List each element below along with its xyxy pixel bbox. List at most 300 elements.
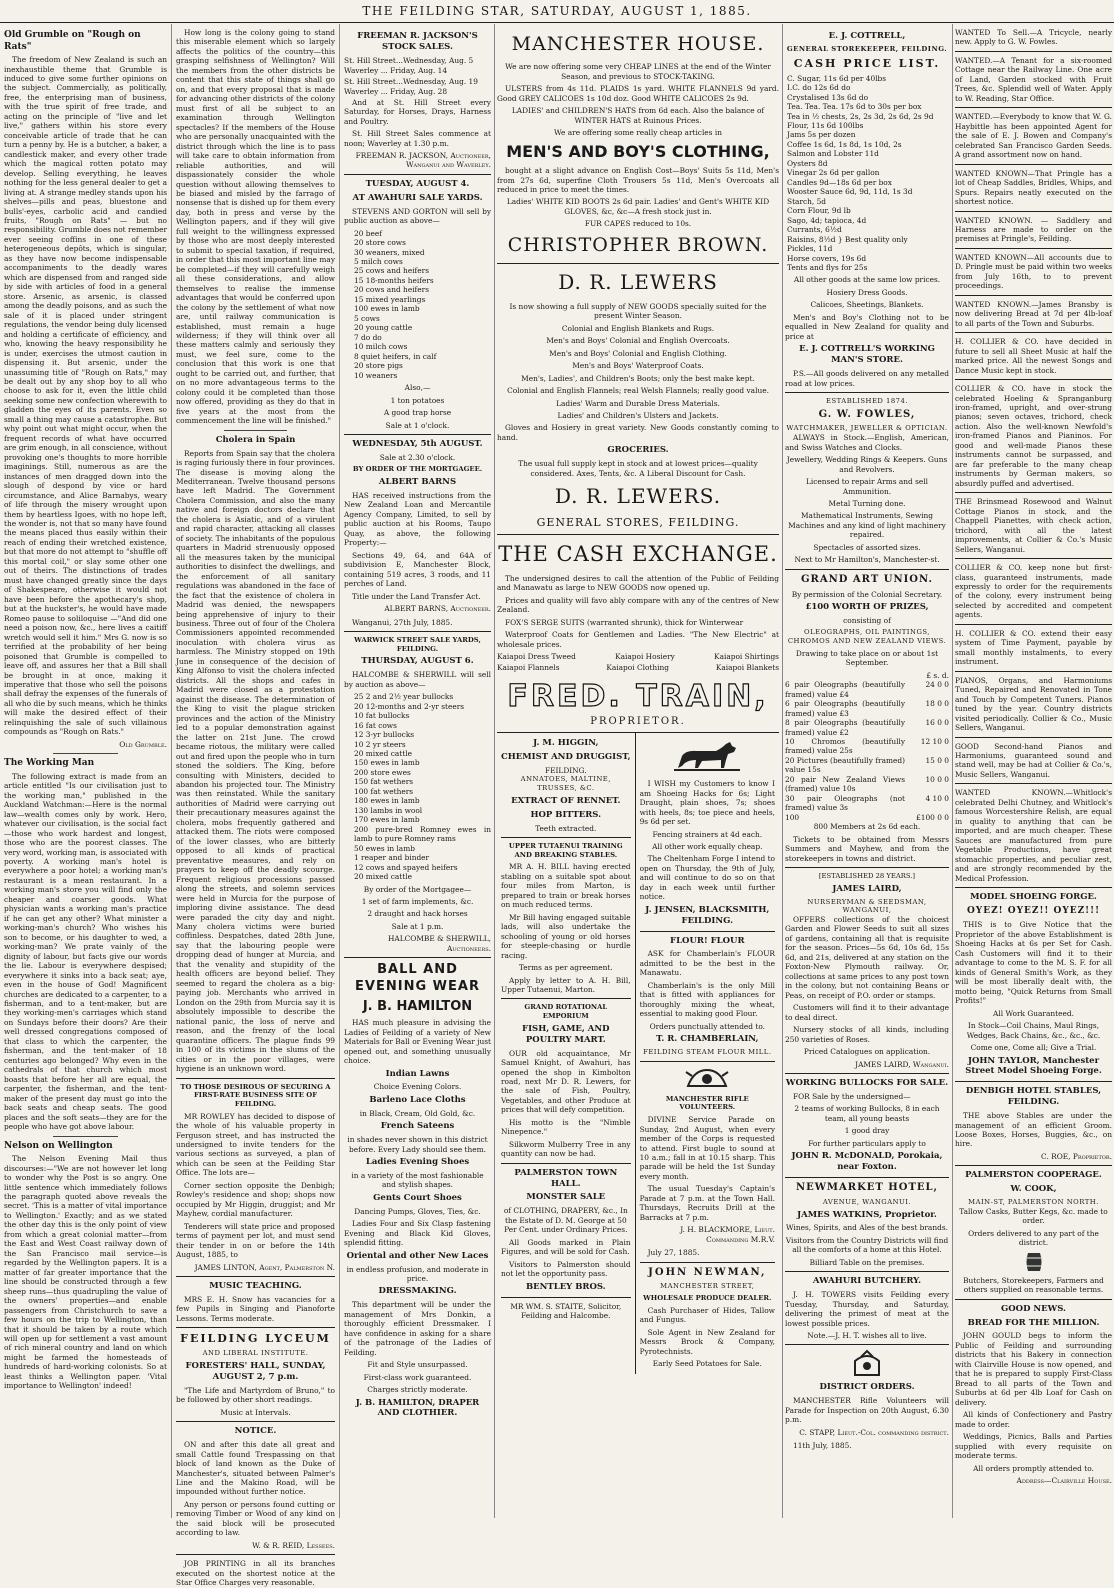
price-item: Crystalised 13s 6d do: [787, 92, 869, 102]
ad-subheading: ALBERT BARNS: [378, 477, 457, 487]
ad-body: Waterproof Coats for Gentlemen and Ladies. "The New Electric" at wholesale prices.: [497, 630, 779, 649]
column-rule: [339, 24, 340, 1518]
stock-item: 7 do do: [354, 332, 382, 342]
ad-body: The Cheltenham Forge I intend to open on Thursday, the 9th of July, and will continue to do so on that day in each week until further notice.: [639, 854, 775, 902]
ad-subheading: WHOLESALE PRODUCE DEALER.: [643, 1294, 772, 1303]
kaiapoi-item: Kaiapoi Blankets: [715, 662, 779, 672]
ad-subheading: W. COOK,: [1010, 1184, 1057, 1195]
stock-item: 12 cows and spayed heifers: [354, 862, 458, 872]
ad-body: Sale at 1 p.m.: [391, 921, 444, 931]
price-item: Starch, 5d: [787, 196, 827, 206]
ad-body: MR ROWLEY has decided to dispose of the whole of his valuable property in Ferguson street, and has instructed the undersigned to invite tenders for the various sections as surveyed, a plan of which can be seen at the Feilding Star Office. The lots are—: [176, 1111, 335, 1178]
ad-body: Dancing Pumps, Gloves, Ties, &c.: [354, 1206, 481, 1216]
kaiapoi-item: Kaiapoi Clothing: [606, 662, 670, 672]
ad-body: Ladies' WHITE KID BOOTS 2s 6d pair. Ladies' and Gent's WHITE KID GLOVES, &c, &c—A fresh stock just in.: [506, 197, 770, 216]
ad-title-cash-exchange: THE CASH EXCHANGE.: [498, 541, 778, 566]
divider: [955, 558, 1112, 559]
ad-subheading: DRESSMAKING.: [378, 1286, 457, 1297]
ad-heading: JAMES LAIRD,: [832, 883, 902, 894]
divider: [176, 1078, 335, 1079]
ad-heading: NOTICE.: [234, 1426, 277, 1437]
kaiapoi-item: Kaiapoi Flannels: [497, 662, 560, 672]
prize-row: [785, 756, 949, 775]
ad-subheading: JAMES WATKINS, Proprietor.: [797, 1209, 937, 1220]
classified-ad: COLLIER & CO. have in stock the celebrated Hoeling & Spranganburg iron-framed, upright, and over-strung pianos; seven octaves, trichord, check action. Also the well-known Newfold's iron-framed Pianos and Pianinos. For good and well-made Pianos these instruments cannot be surpassed, and are far preferable to the many cheap instruments by German makers, so absurdly puffed and advertised.: [955, 384, 1112, 488]
ad-subheading: GROCERIES.: [607, 445, 669, 456]
article-body: Reports from Spain say that the cholera is raging furiously there in four provinces. The disease is moving along the Mediterranean. Twelve thousand persons have left Madrid. The Government Cholera Commission, and also the many native and foreign doctors declare that the cholera is Asiatic, and of a virulent and rapid character, attacking all classes of society. The inhabitants of the populous quarters in Madrid strenuously opposed all the measures taken by the municipal authorities to disinfect the dwellings, and the enforcement of all sanitary regulations was abandoned in the face of the fact that the existence of cholera in Madrid was denied, the newspapers being apprehensive of injury to their business. Three out of four of the Cholera Commissioners appointed recommended inoculation with cholera virus as harmless. The Ministry stopped on 19th June in consequence of the decision of King Alfonso to visit the cholera infected districts. All the shops and cafes in Madrid were closed as a protestation against the disease. The determination of the King to visit the plague stricken provinces and the action of the Ministry led to a popular demonstration against the latter on 21st June. The crowd became riotous, the military were called out and fired upon the people who in turn stoned the soldiers. The King, before consulting with Ministers, decided to abandon his projected tour. The Ministry was then reinstated. While the sanitary authorities of Madrid were carrying out their precautionary measures against the cholera, mobs frequently gathered and attacked them. The riots were composed of the lower classes, who are bitterly opposed to all kinds of practical preventative measures, and rely on prayers to keep off the deadly scourge. Frequent religious processions passed along the streets, and solemn services were held in Murcia for the purpose of imploring divine assistance. The dead were paraded the city day and night. Many cholera victims were buried coffinless. Despatches, dated 28th June, say that the labouring people were dropping dead of hunger at Murcia, and that the venality and stupidity of the health officers are beyond belief. They seemed to regard the cholera as a big-paying job. Merchants who arrived in London on the 29th from Murcia say it is absolutely impossible to describe the national panic, the loss of nerve and reason, and the frenzy of the local quarantine officers. The plague finds 99 in 100 of its victims in the slums of the cities or in the poor villages, were hygiene is an unknown word.: [176, 448, 335, 1074]
ad-body: HAS much pleasure in advising the Ladies of Feilding of a variety of New Materials for Ball or Evening Wear just opened out, and something unusually choice.: [344, 1018, 491, 1066]
ad-body: By order of the Mortgagee—: [363, 884, 472, 894]
ad-body: Weddings, Picnics, Balls and Parties supplied with every requisite on moderate terms.: [955, 1432, 1112, 1461]
article-heading: The Working Man: [4, 758, 95, 769]
classified-ad: PIANOS, Organs, and Harmoniums Tuned, Repaired and Renovated in Tone and Touch by Competent Tuners. Pianos tuned by the year. Country districts visited periodically. Collier & Co., Music Sellers, Wanganui.: [955, 675, 1112, 733]
article-signature: Old Grumble.: [119, 739, 167, 749]
ad-body: Ladies Four and Six Clasp fastening Evening and Black Kid Gloves, splendid fitting.: [344, 1219, 491, 1248]
ad-body: of CLOTHING, DRAPERY, &c., In the Estate of D. M. George at 50 Per Cent. under Ordinary Prices.: [503, 1206, 628, 1235]
ad-body: 11th July, 1885.: [793, 1441, 852, 1451]
ad-body: Is now showing a full supply of NEW GOODS specially suited for the present Winter Season.: [509, 301, 767, 321]
article-heading: Nelson on Wellington: [4, 1140, 113, 1151]
classified-ad: GOOD Second-hand Pianos and Harmoniums, guaranteed sound and stand well, may be had at Collier & Co.'s, Music Sellers, Wanganui.: [955, 741, 1112, 779]
price-item: Corn Flour, 9d lb: [787, 206, 851, 216]
ad-body: Orders delivered to any part of the district.: [968, 1228, 1099, 1248]
stock-item: 15 mixed yearlings: [354, 294, 426, 304]
ad-body: OLEOGRAPHS, OIL PAINTINGS, CHROMOS AND NEW ZEALAND VIEWS.: [787, 628, 947, 646]
ad-heading: NEWMARKET HOTEL,: [795, 1182, 939, 1194]
divider: [501, 1297, 631, 1298]
sub-columns: [497, 732, 779, 1373]
ad-signature: Address—Clairville House.: [1016, 1475, 1112, 1485]
divider: [955, 783, 1112, 784]
ad-signature: JOHN R. McDONALD, Porokaia, near Foxton.: [791, 1151, 943, 1173]
ad-body: Tenderers will state price and proposed terms of payment per lot, and must send their tender in on or before the 14th August, 1885, to: [176, 1221, 335, 1260]
ad-body: July 27, 1885.: [647, 1248, 700, 1258]
ad-body: Spectacles of assorted sizes.: [813, 542, 921, 552]
divider: [955, 379, 1112, 380]
ad-heading: MEN'S AND BOY'S CLOTHING,: [506, 141, 770, 161]
ad-heading: WARWICK STREET SALE YARDS, FEILDING.: [354, 635, 481, 653]
ad-subheading: FORESTERS' HALL, SUNDAY, AUGUST 2, 7 p.m.: [185, 1361, 326, 1382]
sale-date-row: Waverley ... Friday, Aug. 28: [344, 87, 448, 97]
stock-item: 15 18-months heifers: [354, 275, 434, 285]
prize-value: 16 0 0: [925, 718, 949, 728]
prize-desc: 10 Chromos (beautifully framed) value 25s: [785, 736, 905, 756]
ad-body: Silkworm Mulberry Tree in any quantity can now be had.: [501, 1139, 631, 1159]
prize-desc: 100: [785, 812, 800, 822]
divider: [955, 248, 1112, 249]
ad-body: Billiard Table on the premises.: [809, 1257, 925, 1267]
ad-heading: G. W. FOWLES,: [818, 408, 916, 420]
divider: [497, 534, 779, 535]
ad-subheading: Oriental and other New Laces: [346, 1250, 489, 1261]
column-rule: [952, 24, 953, 1518]
classified-ad: WANTED.—A Tenant for a six-roomed Cottage near the Railway Line. One acre of Land, Garden stocked with Fruit Trees, &c. Splendid well of Water. Apply to W. Reading, Star Office.: [955, 55, 1112, 103]
ad-body: MR WM. S. STAITE, Solicitor, Feilding and Halcombe.: [510, 1301, 622, 1320]
divider: [176, 1421, 335, 1422]
ad-body: And at St. Hill Street every Saturday, for Horses, Drays, Harness and Poultry.: [344, 97, 491, 126]
prize-value: 15 0 0: [925, 755, 949, 765]
prize-row: [785, 718, 949, 737]
stock-item: 20 12-months and 2-yr steers: [354, 701, 465, 711]
ad-body: Early Seed Potatoes for Sale.: [652, 1359, 762, 1369]
ad-title-lewers: D. R. LEWERS: [558, 270, 718, 295]
divider: [955, 211, 1112, 212]
prize-table-head: £ s. d.: [926, 670, 949, 680]
separator: [53, 1136, 118, 1137]
ad-body: Ladies' and Children's Ulsters and Jackets.: [557, 411, 719, 420]
ad-body: First-class work guaranteed.: [363, 1372, 472, 1382]
divider: [955, 51, 1112, 52]
ad-signature: E. J. COTTRELL'S WORKING MAN'S STORE.: [799, 344, 935, 366]
prize-value: 18 0 0: [925, 699, 949, 709]
ad-heading: BALL AND EVENING WEAR: [355, 962, 480, 994]
ad-body: P.S.—All goods delivered on any metalled road at low prices.: [785, 369, 949, 388]
divider: [785, 867, 949, 868]
ad-signature: C. STAPP, Lieut.-Col. commanding district.: [799, 1427, 949, 1437]
horse-icon: [672, 738, 742, 776]
divider: [785, 1344, 949, 1345]
stock-item: 20 young cattle: [354, 323, 413, 333]
ad-body: DIVINE Service Parade on Sunday, 2nd August, when every member of the Corps is requested to attend. First bugle to sound at 10 a.m.; fall in at 10.15 sharp. This parade will be held the 1st Sunday every month.: [639, 1115, 775, 1181]
ad-subheading: AND LIBERAL INSTITUTE.: [202, 1349, 309, 1358]
prize-desc: 20 pair New Zealand Views (framed) value 10s: [785, 774, 905, 794]
ad-body: JOHN GOULD begs to inform the Public of Feilding and surrounding districts that his Bakery in connection with Clairville House is now opened, and that he is prepared to supply First-Class Bread to all parts of the Town and Suburbs at 6d per 4lb Loaf for Cash on delivery.: [955, 1331, 1112, 1407]
article-heading: Cholera in Spain: [215, 434, 296, 445]
ad-body: Wines, Spirits, and Ales of the best brands.: [786, 1223, 948, 1233]
ad-body: in Black, Cream, Old Gold, &c.: [359, 1108, 476, 1118]
kaiapoi-item: Kaiapoi Dress Tweed: [497, 652, 576, 662]
ad-title-lewers-stores: D. R. LEWERS.: [554, 484, 722, 509]
stock-item: 30 weaners, mixed: [354, 247, 425, 257]
divider: [955, 107, 1112, 108]
ad-heading: TO THOSE DESIROUS OF SECURING A FIRST-RATE BUSINESS SITE OF FEILDING.: [180, 1082, 331, 1108]
price-item: Jams 5s per dozen: [787, 130, 856, 140]
classified-ad: H. COLLIER & CO. have decided in future to sell all Sheet Music at half the marked price. All the newest Songs and Dance Music kept in stock.: [955, 337, 1112, 375]
divider: [344, 174, 491, 175]
ad-body: Licensed to repair Arms and sell Ammunition.: [805, 477, 928, 496]
ad-body: The undersigned desires to call the attention of the Public of Feilding and Manawatu as large to NEW GOODS now opened up.: [497, 573, 779, 593]
ad-body: Also,—: [404, 383, 431, 393]
ad-body: in a variety of the most fashionable and stylish shapes.: [351, 1170, 484, 1190]
price-item: Pickles, 11d: [787, 244, 833, 254]
ad-body: Next to Mr Hamilton's, Manchester-st.: [794, 555, 940, 565]
ad-body: ON and after this date all great and small Cattle found Trespassing on that block of land known as the Duke of Manchester's, situated between Palmer's Line and the Makino Road, will be impounded without further notice.: [176, 1440, 335, 1497]
sale-date-row: St. Hill Street...Wednesday, Aug. 5: [344, 55, 474, 65]
ad-body: "The Life and Martyrdom of Bruno," to be followed by other short readings.: [176, 1385, 335, 1405]
ad-subheading: NURSERYMAN & SEEDSMAN, WANGANUI,: [807, 897, 927, 915]
ad-subheading: BREAD FOR THE MILLION.: [967, 1317, 1100, 1328]
prize-value: 10 0 0: [925, 774, 949, 784]
ad-title-christopher-brown: CHRISTOPHER BROWN.: [507, 233, 769, 256]
stock-item: 150 ewes in lamb: [354, 758, 420, 768]
divider: [955, 671, 1112, 672]
ad-body: Colonial and English Blankets and Rugs.: [561, 323, 715, 333]
stock-item: 25 cows and heifers: [354, 266, 429, 276]
ad-body: consisting of: [843, 615, 891, 625]
classified-ad: THE Brinsmead Rosewood and Walnut Cottage Pianos in stock, and the Chappell Pianettes, with check action, trichord, with all the latest improvements, at Collier & Co.'s Music Sellers, Wanganui.: [955, 497, 1112, 554]
column-5: [785, 28, 949, 1516]
ad-title-manchester-house: MANCHESTER HOUSE.: [511, 33, 765, 55]
separator: [53, 753, 118, 754]
ad-body: LADIES' and CHILDREN'S HATS from 6d each. Also the balance of WINTER HATS at Ruinous Prices.: [511, 106, 765, 125]
ad-body: Men's and Boy's Clothing not to be equalled in New Zealand for quality and price at: [785, 312, 949, 341]
kaiapoi-grid: [497, 652, 779, 672]
prize-desc: 20 Pictures (beautifully framed) value 15s: [785, 755, 905, 775]
ad-body: Men's and Boys' Colonial and English Clothing.: [549, 348, 727, 358]
price-item: Raisins, 8½d } Best quality only: [787, 234, 908, 244]
ad-body: We are now offering some very CHEAP LINES at the end of the Winter Season, and previous to STOCK-TAKING.: [505, 62, 771, 81]
ad-signature: T. R. CHAMBERLAIN,: [656, 1034, 759, 1045]
ad-body: His motto is the "Nimble Ninepence.": [501, 1117, 631, 1137]
stock-list: [354, 692, 491, 881]
divider: [640, 931, 775, 932]
price-item: Sago, 4d; tapioca, 4d: [787, 215, 867, 225]
ad-body: 1 good dray: [844, 1126, 890, 1136]
article-body: The following extract is made from an article entitled "Is our civilisation just to the working man," published in the Auckland Watchman:—Here is the normal law—wealth comes only by work. Hero, whatever our civilisation, is the social fact—those who work hardest and longest, those who are the poorest classes. The very word, working man, is associated with poverty. A working man's hotel is everywhere a poor hotel; a working man's restaurant is a mean restaurant. In a working man's store you will find only the cheaper and coarser goods. What physician wants a working man's practice if he can get any other? What minister a working-man's church? Who wishes his son to become, or his daughter to wed, a working-man? We prate vainly of the dignity of labour, but facts give our words the lie. Labour is everywhere despised; everywhere it sinks into a back seat; aye, even in the house of God! Magnificent churches are dedicated to a carpenter, to a fisherman, and to a tent-maker, but are they working-men's carriages which stand on Sundays before their doors? Are their well dressed congregations composed of that class to which the carpenter, the fisherman, and the tent-maker of 18 centuries ago belonged? Why even in the cathedrals of that church which most boasts that before her all are equal, the carpenter, the fisherman, and the tent-maker of the present day must go into the back seats and cheap seats. The good places and the soft seats—they are for the people who have got above labour.: [4, 771, 167, 1132]
prize-row: [785, 775, 949, 794]
ad-heading: J. B. HAMILTON: [362, 998, 473, 1014]
ad-subheading: PROPRIETOR.: [590, 716, 686, 728]
article-body: How long is the colony going to stand this miserable element which so largely affects the politics of the country—this grasping selfishness of Wellington? Will the members from the other districts be content that this state of things shall go on, and that every proposal that is made for advancing other districts of the colony must first of all be subject to an examination through Wellington spectacles? If the members of the House who are personally unacquainted with the district through which the line is to pass will take care to obtain information from reliable authorities, and will dispassionately consider the whole question without allowing themselves to be biased and misled by the farrago of nonsense that is dished up for them every day, both in press and verse by the Wellington papers, and if they will give full weight to the willingness expressed by those who are most deeply interested to submit to special taxation, if required, in order that this most important line may be completed—if they will carefully weigh all these considerations, and allow themselves to realise the immense advantages that would be conferred upon the colony by the settlement of what now are, until railway communication is established, must remain a huge wilderness; if they will think over all these matters calmly and seriously they must, we feel sure, come to the conclusion that this work is one that ought to be carried out, and further, that on no more advantageous terms to the colony could it be completed than those now offered, providing as they do that in five years at the most from the commencement the line will be finished.": [176, 28, 335, 426]
separator: [224, 430, 288, 431]
ad-body: A good trap horse: [383, 408, 452, 418]
kaiapoi-item: Kaiapoi Hosiery: [615, 652, 675, 662]
ad-body: Ladies' Warm and Durable Dress Materials.: [556, 398, 720, 408]
stock-item: 100 ewes in lamb: [354, 304, 420, 314]
prize-row: [785, 794, 949, 813]
price-item: Tents and flys for 25s: [787, 263, 868, 273]
kaiapoi-item: Kaiapoi Shirtings: [714, 652, 779, 662]
ad-body: 2 draught and hack horses: [367, 909, 468, 919]
classified-ad: WANTED To Sell.—A Tricycle, nearly new. Apply to G. W. Fowles.: [955, 28, 1112, 47]
ad-heading: E. J. COTTRELL,: [828, 31, 906, 41]
prize-table: [785, 680, 949, 822]
price-item: Coffee 1s 6d, 1s 8d, 1s 10d, 2s: [787, 139, 902, 149]
ad-subheading: AVENUE, WANGANUI.: [822, 1197, 912, 1206]
ad-body: The usual full supply kept in stock and at lowest prices—quality considered. Axes, Tents, &c. A Liberal Discount for Cash.: [518, 459, 758, 478]
ad-body: All other goods at the same low prices.: [793, 275, 941, 285]
stock-item: 10 milch cows: [354, 342, 408, 352]
ad-body: Orders punctually attended to.: [649, 1021, 766, 1031]
ad-heading: PALMERSTON TOWN HALL.: [514, 1167, 618, 1189]
ad-signature: C. ROE, Proprietor.: [1041, 1151, 1112, 1161]
stock-item: 5 cows: [354, 313, 380, 323]
ad-heading: FEILDING LYCEUM: [180, 1332, 331, 1346]
classified-ad: WANTED.—Everybody to know that W. G. Haybittle has been appointed Agent for the sale of E. J. Bowen and Company's celebrated San Francisco Garden Seeds. A grand assortment now on hand.: [955, 112, 1112, 160]
divider: [955, 1081, 1112, 1082]
ad-body: ASK for Chamberlain's FLOUR admitted to be the best in the Manawatu.: [639, 949, 775, 978]
price-item: Tea. Tea. Tea. 17s 6d to 30s per box: [787, 102, 922, 112]
ad-heading: GOOD NEWS.: [1001, 1303, 1066, 1314]
sale-schedule: [344, 56, 491, 97]
stock-item: 10 fat bullocks: [354, 711, 410, 721]
prize-desc: 8 pair Oleographs (beautifully framed) value £2: [785, 718, 905, 737]
divider: [640, 1262, 775, 1263]
ad-body: Music at Intervals.: [220, 1407, 291, 1417]
ad-body: JOB PRINTING in all its branches executed on the shortest notice at the Star Office Charges very reasonable.: [176, 1559, 335, 1588]
ad-heading: FLOUR! FLOUR: [670, 935, 745, 946]
stock-item: 50 ewes in lamb: [354, 843, 415, 853]
divider: [785, 1073, 949, 1074]
stock-item: 20 mixed cattle: [354, 872, 412, 882]
ad-heading: CASH PRICE LIST.: [793, 56, 941, 70]
ad-body: Tickets to be obtained from Messrs Summers and Mayhew, and from the storekeepers in towns and district.: [785, 834, 949, 863]
prize-value: 4 10 0: [925, 793, 949, 803]
divider: [344, 434, 491, 435]
stock-item: 8 quiet heifers, in calf: [354, 351, 437, 361]
price-item: I.C. do 12s 6d do: [787, 83, 851, 93]
stock-item: 20 store pigs: [354, 361, 403, 371]
divider: [955, 295, 1112, 296]
prize-row: [785, 680, 949, 699]
column-6: [955, 28, 1112, 1516]
divider: [955, 624, 1112, 625]
ad-signature: JAMES LINTON, Agent, Palmerston N.: [194, 1262, 335, 1272]
ad-body: Any person or persons found cutting or removing Timber or Wood of any kind on the said block will be prosecuted according to law.: [176, 1499, 335, 1538]
stock-item: 100 fat wethers: [354, 786, 414, 796]
divider: [497, 263, 779, 264]
divider: [501, 837, 631, 838]
article-body: The Nelson Evening Mail thus discourses:—"We are not however let long to wonder why the Post is so angry. One little sentence which immediately follows the paragraph quoted above reveals the secret. 'This is a matter of vital importance to Wellington.' Exactly; and as we stated the other day this is the only point of view from which a great colonial matter—from the East and West Coast railway down of the San Francisco mail service—is regarded by the Wellington papers. It is a matter of far greater importance that the line should be constructed through a few sheep runs—thus quadrupling the value of the owners' properties—and enable passengers from Christchurch to save a few hours on the trip to Wellington, than that it should be taken by a route which will open up for settlement a vast amount of rich mineral country and land on which might be farmed the homesteads of hundreds of hard-working colonists. So at least thinks a Wellington paper. 'Vital importance to Wellington' indeed!: [4, 1154, 167, 1391]
prize-row: [785, 699, 949, 718]
ad-body: Tallow Casks, Butter Kegs, &c. made to order.: [959, 1206, 1108, 1226]
ad-subheading: Indian Lawns: [385, 1068, 450, 1079]
article-heading: Old Grumble on "Rough on Rats": [4, 30, 141, 52]
ad-body: Prices and quality will favo ably compare with any of the centres of New Zealand.: [497, 595, 779, 615]
ad-subheading: WATCHMAKER, JEWELLER & OPTICIAN.: [786, 424, 948, 433]
ad-signature: BENTLEY BROS.: [525, 1281, 606, 1292]
prize-desc: 6 pair Oleographs (beautifully framed) value £4: [785, 680, 905, 699]
ad-body: Nursery stocks of all kinds, including 250 varieties of Roses.: [785, 1025, 949, 1044]
price-item: C. Sugar, 11s 6d per 40lbs: [787, 73, 887, 83]
price-item: Vinegar 2s 6d per gallon: [787, 168, 880, 178]
ad-body: ULSTERS from 4s 11d. PLAIDS 1s yard. WHITE FLANNELS 9d yard. Good GREY CALICOES 1s 10d doz. Good WHITE CALICOES 2s 9d.: [497, 84, 779, 103]
column-rule: [494, 24, 495, 1518]
ad-body: THIS is to Give Notice that the Proprietor of the above Establishment is Shoeing Hacks at 6s per Set for Cash. Cash Customers will find it to their advantage to come to the M. S. F. for all kinds of General Smith's Work, as they will be most liberally dealt with, the motto being, "Quick Returns from Small Profits!": [955, 920, 1112, 1006]
ad-body: The usual Tuesday's Captain's Parade at 7 p.m. at the Town Hall. Thursdays, Recruits Drill at the Barracks at 7 p.m.: [639, 1184, 775, 1222]
ad-title-fred-train: FRED. TRAIN,: [507, 678, 769, 714]
prize-desc: 6 pair Oleographs (beautifully framed) value £3: [785, 699, 905, 718]
barrel-engraving: [955, 1251, 1112, 1273]
ad-body: Come one, Come all; Give a Trial.: [970, 1043, 1097, 1053]
sale-date-row: St. Hill Street...Wednesday, Aug. 19: [344, 76, 478, 86]
ad-subheading: THURSDAY, AUGUST 6.: [361, 656, 474, 667]
ad-subheading: HOP BITTERS.: [530, 809, 602, 820]
divider: [955, 737, 1112, 738]
ad-heading: AWAHURI BUTCHERY.: [812, 1276, 922, 1287]
ad-heading: JOHN NEWMAN,: [648, 1266, 767, 1278]
ad-body: FOX'S SERGE SUITS (warranted shrunk), thick for Winterwear: [505, 617, 744, 627]
ad-body: Title under the Land Transfer Act.: [352, 591, 481, 601]
ad-heading: OYEZ! OYEZ!! OYEZ!!!: [966, 905, 1101, 916]
stock-item: 12 3-yr bullocks: [354, 730, 415, 740]
ad-body: MRS E. H. Snow has vacancies for a few Pupils in Singing and Pianoforte Lessons. Terms moderate.: [176, 1294, 335, 1323]
ad-body: Mr Bill having engaged suitable lads, will also undertake the schooling of young or old horses for steeple-chasing or hurdle racing.: [501, 912, 631, 960]
ad-body: THE above Stables are under the management of an efficient Groom. Loose Boxes, Horses, Buggies, &c., on hire.: [955, 1111, 1112, 1149]
ad-body: STEVENS AND GORTON will sell by public auction as above—: [344, 206, 491, 226]
ad-body: ANNATOES, MALTINE, TRUSSES, &C.: [520, 775, 611, 793]
ad-body: OUR old acquaintance, Mr Samuel Knight, of Awahuri, has opened the shop in Kimbolton road, next Mr D. R. Lewers, for the sale of Fish, Poultry, Vegetables, and other Produce at prices that will defy competition.: [501, 1048, 631, 1115]
ad-heading: J. M. HIGGIN,: [533, 738, 599, 749]
horse-engraving: [640, 738, 775, 776]
ad-signature: W. & R. REID, Lessees.: [252, 1540, 335, 1550]
ad-heading: DENBIGH HOTEL STABLES, FEILDING.: [965, 1086, 1102, 1108]
ad-body: FOR Sale by the undersigned—: [793, 1091, 911, 1101]
stock-item: 5 milch cows: [354, 257, 403, 266]
ad-body: For further particulars apply to: [808, 1138, 926, 1148]
ad-body: Colonial and English Flannels; real Welsh Flannels; really good value.: [507, 386, 769, 396]
article-body: The freedom of New Zealand is such an inexhaustible theme that Grumble is induced to give some further opinions on the subject. Commercially, as politically, free, the enterprising man of business, with the true spirit of free trade, and acting on the principle of "live and let live," gathers within his store every conceivable article of trade that he can turn a penny by. He is a butcher, a baker, a candlestick maker, and every other trade which the magical rotten potato may develop. Selling everything, he leaves nothing for the less general dealer to get a living at. A strange medley stands upon his shelves—pills and peas, bluestone and bulls'-eyes, carbolic acid and candied fruits, "Rough on Rats" — but no responsibility. Grumble does not remember ever seeing coffins in one of these heterogeneous depôts, which is singular, as they have now become indispensable accompaniments to the deadly wares which are dispensed from and ranged side by side with articles of food in a general store. Arsenic, as arsenic, is classed among the deadly poisons, and as such the sale of it is placed under stringent regulations, the vendor being duly licensed and holding a certificate of efficiency, and who, knowing the heavy responsibility he is under, exercises the utmost caution in dispensing it. But arsenic, under the unassuming title of "Rough on Rats," may be dealt out by any shop boy to all who choose to ask for it, even the little child seeking some new confection wherewith to gladden the eyes of its parents. Even so small a thing may cause a catastrophe. But why point out what might occur, when the frequent records of what have occurred are grim enough, in all conscience, without provoking one's thoughts to more horrible imaginings. Still, numerous as are the instances of men dragged down into the slough of despond by vice or hard circumstance, and Alice Barnabys, weary of life through the misery wrought upon them by heartless Igoes, with no hope left, the wonder is, not that so many have found the means placed thus easily within their reach of ending their wretched existence, but that more do not attempt to "shuffle off this mortal coil," or slay some other one out of theirs. The distinctions of trades must have changed greatly since the days of Shakespeare, otherwise it would not have been before the apothecary's shop, but at the huckster's, he would have made Romeo pause to soliloquise —"And did one need a poison now, &c., here lives a caitiff wretch would sell it him." Mrs G. now is so terrified at the probability of her being poisoned that Grumble is compelled to leave off, and assures her that a Bill shall be brought in at once, making it imperative that those who sell the poisons shall defray the expenses of the funerals of all who die by such means, which he thinks will make the desired effect of their relinquishing the sale of such villainous compounds as "Rough on Rats.": [4, 55, 167, 737]
ad-subheading: AT AWAHURI SALE YARDS.: [352, 192, 483, 203]
divider: [785, 392, 949, 393]
price-item: Salmon and Lobster 11d: [787, 149, 879, 159]
classified-ad: WANTED KNOWN. — Saddlery and Harness are made to order on the premises at Pringle's, Feilding.: [955, 215, 1112, 244]
ad-heading: TUESDAY, AUGUST 4.: [365, 178, 470, 189]
ad-body: All Work Guaranteed.: [993, 1008, 1074, 1018]
divider: [501, 1163, 631, 1164]
ad-body: Cash Purchaser of Hides, Tallow and Fungus.: [639, 1305, 775, 1325]
divider: [344, 631, 491, 632]
ad-body: Men's, Ladies', and Children's Boots; only the best make kept.: [521, 373, 755, 383]
ad-body: 1 ton potatoes: [390, 395, 445, 405]
ad-signature: JAMES LAIRD, Wanganui.: [855, 1059, 949, 1069]
sale-date-row: Waverley ... Friday, Aug. 14: [344, 66, 448, 76]
ad-body: This department will be under the management of Mrs Donkin, a thoroughly efficient Dressmaker. I have confidence in asking for a share of the patronage of the Ladies of Feilding.: [344, 1300, 491, 1357]
ad-subheading: Ladies Evening Shoes: [365, 1157, 470, 1168]
ad-body: Terms as per agreement.: [518, 963, 613, 973]
column-rule: [782, 24, 783, 1518]
stock-item: 20 cows and heifers: [354, 285, 429, 295]
classified-ad: WANTED KNOWN.—James Bransby is now delivering Bread at 7d per 4lb-loaf to all parts of the Town and Suburbs.: [955, 299, 1112, 328]
ad-body: ALWAYS in Stock.—English, American, and Swiss Watches and Clocks.: [785, 433, 949, 452]
stock-item: 200 pure-bred Romney ewes in lamb to pure Romney rams: [354, 824, 491, 844]
stock-item: 1 reaper and binder: [354, 853, 430, 863]
divider: [176, 1327, 335, 1328]
ad-body: We are offering some really cheap articles in: [554, 128, 722, 138]
ad-body: Fencing strainers at 4d each.: [652, 829, 763, 839]
ad-heading: GRAND ROTATIONAL EMPORIUM: [524, 1003, 608, 1021]
ad-body: Fit and Style unsurpassed.: [367, 1360, 468, 1370]
prize-row: [785, 737, 949, 756]
ad-body: Apply by letter to A. H. Bill, Upper Tutaenui, Marton.: [501, 975, 631, 994]
price-item: Flour, 11s 6d 100lbs: [787, 120, 864, 130]
ad-body: All other work equally cheap.: [652, 841, 763, 851]
crest-icon: [684, 1066, 730, 1092]
stock-item: 10 2 yr steers: [354, 739, 406, 749]
prize-row: [785, 813, 949, 822]
stock-item: 180 ewes in lamb: [354, 796, 420, 806]
price-list: [787, 74, 949, 273]
ad-body: in endless profusion, and moderate in price.: [346, 1264, 489, 1283]
ad-body: Sale at 2.30 o'clock.: [379, 452, 456, 462]
ad-signature: FREEMAN R. JACKSON, Auctioneer, Wanganui and Waverley.: [355, 150, 491, 170]
ad-body: All Goods marked in Plain Figures, and will be sold for Cash.: [501, 1237, 631, 1257]
divider: [955, 164, 1112, 165]
divider: [640, 1061, 775, 1062]
classified-ad: WANTED KNOWN.—Whitlock's celebrated Delhi Chutney, and Whitlock's famous Worcestershire Relish, are equal in quality to anything that can be imported, and are much cheaper. These Sauces are manufactured from pure Vegetable Productions, have great stomachic properties, and peculiar zest, and are strongly recommended by the Medical Profession.: [955, 788, 1112, 883]
ad-subheading: Gents Court Shoes: [373, 1192, 462, 1203]
ad-signature: J. JENSEN, BLACKSMITH, FEILDING.: [645, 904, 770, 926]
ad-body: 1 set of farm implements, &c.: [361, 897, 474, 906]
stock-item: 20 store cows: [354, 238, 406, 248]
ad-body: HALCOMBE & SHERWILL will sell by auction as above—: [344, 670, 491, 689]
stock-item: 20 mixed cattle: [354, 748, 412, 758]
ad-heading: GRAND ART UNION.: [801, 573, 933, 585]
divider: [955, 492, 1112, 493]
ad-body: J. H. TOWERS visits Feilding every Tuesday, Thursday, and Saturday, delivering the primest of meat at the lowest possible prices.: [785, 1290, 949, 1328]
ad-body: Mathematical Instruments, Sewing Machines and any kind of light machinery repaired.: [788, 511, 946, 540]
ad-body: Wanganui, 27th July, 1885.: [352, 617, 453, 627]
